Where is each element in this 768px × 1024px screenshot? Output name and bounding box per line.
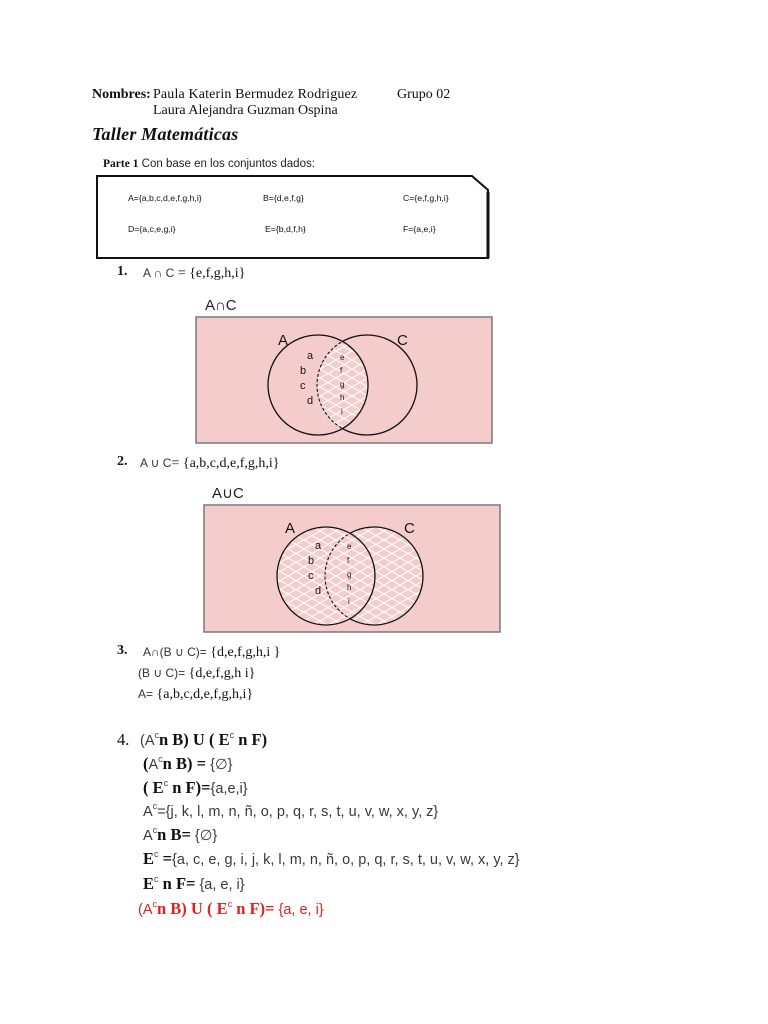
- formula-part: (: [143, 754, 149, 773]
- formula-result: {∅}: [190, 828, 218, 844]
- formula-part: n F)=: [168, 778, 211, 797]
- complement-superscript: c: [227, 899, 233, 909]
- formula-part: n B) U ( E: [157, 899, 228, 918]
- element-label: d: [315, 585, 322, 597]
- formula-part: A: [143, 804, 153, 820]
- formula-result: {a, e, i}: [274, 902, 324, 918]
- exercise-result: {d,e,f,g,h i}: [185, 666, 256, 681]
- names-label: Nombres:: [92, 87, 151, 102]
- element-label: d: [307, 395, 314, 407]
- exercise-1-statement: [143, 265, 245, 281]
- set-definition-b: B={d,e,f,g}: [263, 193, 304, 203]
- element-label: b: [308, 555, 315, 567]
- element-label: c: [300, 380, 306, 392]
- diagram-title: A∪C: [212, 485, 244, 502]
- sets-box-frame: [95, 172, 491, 262]
- exercise-expression: A ∩ C: [143, 266, 175, 280]
- exercise-4-step: [143, 803, 438, 820]
- student-name-2: Laura Alejandra Guzman Ospina: [153, 103, 338, 118]
- exercise-4-step: [143, 827, 217, 844]
- complement-superscript: c: [163, 778, 169, 788]
- formula-part: E: [143, 849, 155, 868]
- formula-result: {∅}: [210, 757, 233, 773]
- exercise-4-step: [143, 851, 520, 868]
- venn-diagram-union: [196, 478, 508, 640]
- complement-superscript: c: [229, 730, 235, 740]
- shared-element-label: e: [347, 542, 352, 551]
- worksheet-title: Taller Matemáticas: [92, 124, 239, 144]
- set-definition-d: D={a,c,e,g,i}: [128, 224, 176, 234]
- shared-element-label: f: [347, 556, 350, 565]
- set-label-a: A: [285, 520, 296, 537]
- part-instruction: Con base en los conjuntos dados:: [138, 158, 315, 170]
- exercise-expression: (B ∪ C)=: [138, 666, 186, 680]
- formula-part: =: [158, 849, 173, 868]
- exercise-2-statement: [140, 455, 280, 471]
- formula-part: n F)=: [232, 899, 275, 918]
- complement-superscript: c: [152, 825, 158, 835]
- exercise-3-statement: [143, 644, 280, 660]
- set-definition-a: A={a,b,c,d,e,f,g,h,i}: [128, 193, 202, 203]
- final-answer-line: [138, 901, 324, 918]
- part-label: Parte 1: [103, 158, 139, 170]
- set-definition-e: E={b,d,f,h}: [265, 224, 306, 234]
- exercise-expression: A ∪ C: [140, 456, 172, 470]
- exercise-result: = {a,b,c,d,e,f,g,h,i}: [171, 456, 280, 471]
- complement-superscript: c: [158, 754, 163, 764]
- complement-superscript: c: [154, 874, 159, 884]
- set-definition-f: F={a,e,i}: [403, 224, 436, 234]
- formula-part: A: [148, 757, 159, 773]
- shared-element-label: g: [347, 570, 352, 579]
- formula-part: n B) =: [162, 754, 211, 773]
- diagram-title: A∩C: [205, 297, 237, 314]
- exercise-4-step: [143, 780, 248, 797]
- shared-element-label: f: [340, 366, 343, 375]
- set-label-c: C: [404, 520, 415, 537]
- element-label: a: [315, 540, 322, 552]
- exercise-4-step: [143, 756, 232, 773]
- formula-part: E: [143, 874, 155, 893]
- formula-result: {a, e, i}: [195, 877, 245, 893]
- exercise-3-number: 3.: [117, 643, 128, 658]
- formula-part: n F=: [158, 874, 196, 893]
- student-name-1: Paula Katerin Bermudez Rodriguez: [153, 87, 358, 102]
- shared-element-label: h: [340, 393, 345, 402]
- element-label: a: [307, 350, 314, 362]
- shared-element-label: g: [340, 380, 345, 389]
- exercise-result: {a,b,c,d,e,f,g,h,i}: [153, 687, 254, 702]
- set-label-c: C: [397, 332, 408, 349]
- element-label: c: [308, 570, 314, 582]
- shared-element-label: i: [348, 597, 350, 606]
- formula-part: n B) U ( E: [159, 730, 230, 749]
- exercise-result: {d,e,f,g,h,i }: [206, 645, 281, 660]
- set-definition-c: C={e,f,g,h,i}: [403, 193, 449, 203]
- formula-part: (A: [138, 902, 153, 918]
- exercise-1-number: 1.: [117, 264, 128, 279]
- formula-part: n B=: [157, 825, 191, 844]
- complement-superscript: c: [152, 801, 158, 811]
- formula-part: (A: [140, 733, 155, 749]
- formula-part: A: [143, 828, 153, 844]
- shared-element-label: h: [347, 583, 352, 592]
- complement-superscript: c: [154, 849, 159, 859]
- exercise-expression: A∩(B ∪ C)=: [143, 645, 207, 659]
- exercise-2-number: 2.: [117, 454, 128, 469]
- sets-box-outline: [97, 176, 488, 258]
- part-heading: [103, 155, 315, 171]
- exercise-expression: A=: [138, 687, 154, 701]
- formula-part: n F): [234, 730, 268, 749]
- formula-part: ( E: [143, 778, 164, 797]
- complement-superscript: c: [152, 899, 157, 909]
- complement-superscript: c: [154, 730, 159, 740]
- exercise-result: = {e,f,g,h,i}: [174, 266, 246, 281]
- exercise-4-statement: [140, 732, 267, 749]
- shared-element-label: e: [340, 353, 345, 362]
- exercise-3-step: [138, 686, 253, 702]
- formula-result: ={j, k, l, m, n, ñ, o, p, q, r, s, t, u, v, w, x, y, z}: [157, 804, 439, 820]
- group-label: Grupo 02: [397, 87, 451, 102]
- exercise-4-number: 4.: [117, 730, 130, 749]
- formula-result: {a,e,i}: [210, 781, 248, 797]
- venn-diagram-intersection: [188, 290, 500, 450]
- exercise-4-step: [143, 876, 245, 893]
- formula-result: {a, c, e, g, i, j, k, l, m, n, ñ, o, p, q, r, s, t, u, v, w, x, y, z}: [172, 852, 520, 868]
- shared-element-label: i: [341, 407, 343, 416]
- exercise-3-step: [138, 665, 255, 681]
- set-label-a: A: [278, 332, 289, 349]
- element-label: b: [300, 365, 307, 377]
